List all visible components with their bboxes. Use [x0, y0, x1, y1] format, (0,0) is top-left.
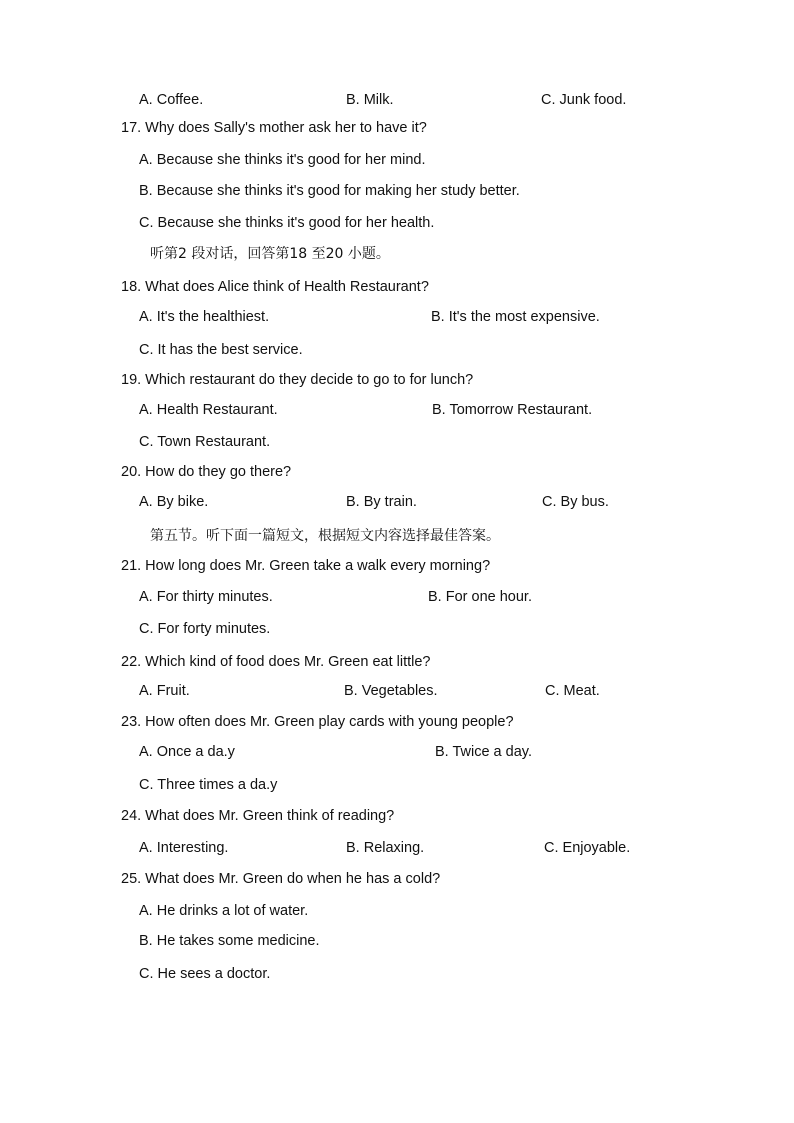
q17-question: 17. Why does Sally's mother ask her to have it? [121, 120, 427, 136]
q16-option-b: B. Milk. [346, 92, 394, 108]
q21-question: 21. How long does Mr. Green take a walk every morning? [121, 558, 491, 574]
q24-question: 24. What does Mr. Green think of reading? [121, 808, 395, 824]
q19-option-c: C. Town Restaurant. [139, 434, 271, 450]
q17-option-a: A. Because she thinks it's good for her mind. [139, 152, 426, 168]
q18-option-a: A. It's the healthiest. [139, 309, 270, 325]
q21-option-b: B. For one hour. [428, 589, 532, 605]
q16-option-c: C. Junk food. [541, 92, 627, 108]
q23-option-a: A. Once a da.y [139, 744, 235, 760]
q23-option-c: C. Three times a da.y [139, 777, 278, 793]
q20-option-c: C. By bus. [542, 494, 609, 510]
q21-option-a: A. For thirty minutes. [139, 589, 273, 605]
q24-option-c: C. Enjoyable. [544, 840, 631, 856]
q22-option-b: B. Vegetables. [344, 683, 438, 699]
q19-question: 19. Which restaurant do they decide to go to for lunch? [121, 372, 474, 388]
q18-question: 18. What does Alice think of Health Restaurant? [121, 279, 429, 295]
q22-option-c: C. Meat. [545, 683, 600, 699]
section-dialogue-2-instruction: 听第2 段对话，回答第18 至20 小题。 [150, 246, 390, 262]
q25-option-b: B. He takes some medicine. [139, 933, 320, 949]
q20-question: 20. How do they go there? [121, 464, 292, 480]
q24-option-a: A. Interesting. [139, 840, 229, 856]
q17-option-c: C. Because she thinks it's good for her health. [139, 215, 435, 231]
q20-option-b: B. By train. [346, 494, 417, 510]
q25-option-c: C. He sees a doctor. [139, 966, 271, 982]
q19-option-a: A. Health Restaurant. [139, 402, 278, 418]
q23-question: 23. How often does Mr. Green play cards with young people? [121, 714, 514, 730]
section-5-instruction: 第五节。听下面一篇短文，根据短文内容选择最佳答案。 [150, 528, 500, 544]
q23-option-b: B. Twice a day. [435, 744, 532, 760]
q17-option-b: B. Because she thinks it's good for making her study better. [139, 183, 520, 199]
q16-option-a: A. Coffee. [139, 92, 204, 108]
q22-question: 22. Which kind of food does Mr. Green eat little? [121, 654, 431, 670]
q22-option-a: A. Fruit. [139, 683, 190, 699]
q25-option-a: A. He drinks a lot of water. [139, 903, 309, 919]
q21-option-c: C. For forty minutes. [139, 621, 271, 637]
q18-option-c: C. It has the best service. [139, 342, 303, 358]
q19-option-b: B. Tomorrow Restaurant. [432, 402, 593, 418]
q24-option-b: B. Relaxing. [346, 840, 425, 856]
q20-option-a: A. By bike. [139, 494, 209, 510]
q18-option-b: B. It's the most expensive. [431, 309, 600, 325]
q25-question: 25. What does Mr. Green do when he has a cold? [121, 871, 441, 887]
